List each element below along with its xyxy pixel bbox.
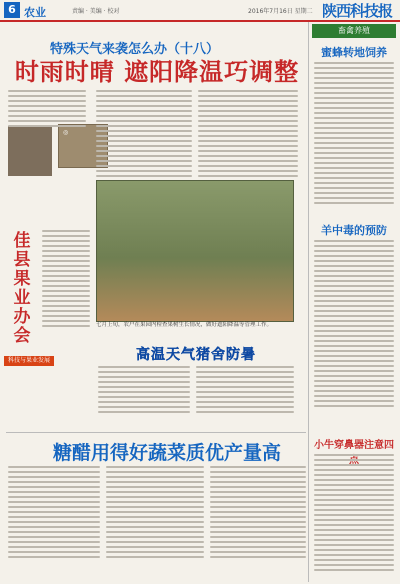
article-column-2 bbox=[96, 90, 192, 180]
middle-article-col-1 bbox=[98, 366, 190, 416]
newspaper-masthead: 陕西科技报 bbox=[322, 2, 393, 20]
series-label: 特殊天气来袭怎么办（十八） bbox=[50, 42, 220, 57]
article-column-3 bbox=[198, 90, 298, 180]
seal-logo: ◎ bbox=[58, 124, 108, 168]
bottom-article-col-2 bbox=[106, 466, 204, 561]
article-column-1 bbox=[8, 90, 86, 130]
right-article-2-body bbox=[314, 240, 394, 410]
middle-headline: 高温天气猪舍防暑 bbox=[136, 347, 256, 363]
right-article-1-title: 蜜蜂转地饲养 bbox=[321, 46, 387, 59]
page-header bbox=[0, 0, 400, 22]
orchard-photo bbox=[96, 180, 294, 322]
sidebar-article bbox=[42, 230, 90, 330]
section-label: 农业 bbox=[24, 6, 46, 19]
bottom-article-col-3 bbox=[210, 466, 306, 561]
divider bbox=[6, 432, 306, 433]
reporter-photo bbox=[8, 126, 52, 176]
main-headline: 时雨时晴 遮阳降温巧调整 bbox=[14, 58, 300, 86]
bottom-headline: 糖醋用得好蔬菜质优产量高 bbox=[52, 442, 281, 464]
bottom-article-col-1 bbox=[8, 466, 100, 561]
editor-credits: 责编 · 美编 · 校对 bbox=[72, 8, 120, 15]
right-article-2-title: 羊中毒的预防 bbox=[321, 224, 387, 237]
page-number: 6 bbox=[4, 2, 20, 18]
photo-caption: 七月上旬，农户在果园内检查果树生长情况，做好遮阳降温等管理工作。 bbox=[96, 322, 273, 328]
column-divider bbox=[308, 22, 309, 582]
right-section-banner: 畜禽养殖 bbox=[312, 24, 396, 38]
right-article-1-body bbox=[314, 62, 394, 207]
right-article-3-title: 小牛穿鼻器注意四 bbox=[314, 440, 394, 451]
middle-article-col-2 bbox=[196, 366, 294, 416]
sidebar-headline: 佳县果业办会 bbox=[13, 231, 31, 346]
publication-date: 2016年7月16日 星期二 bbox=[248, 8, 313, 15]
sidebar-tag: 科技与果业发展 bbox=[4, 356, 54, 366]
right-article-3-body bbox=[314, 454, 394, 574]
